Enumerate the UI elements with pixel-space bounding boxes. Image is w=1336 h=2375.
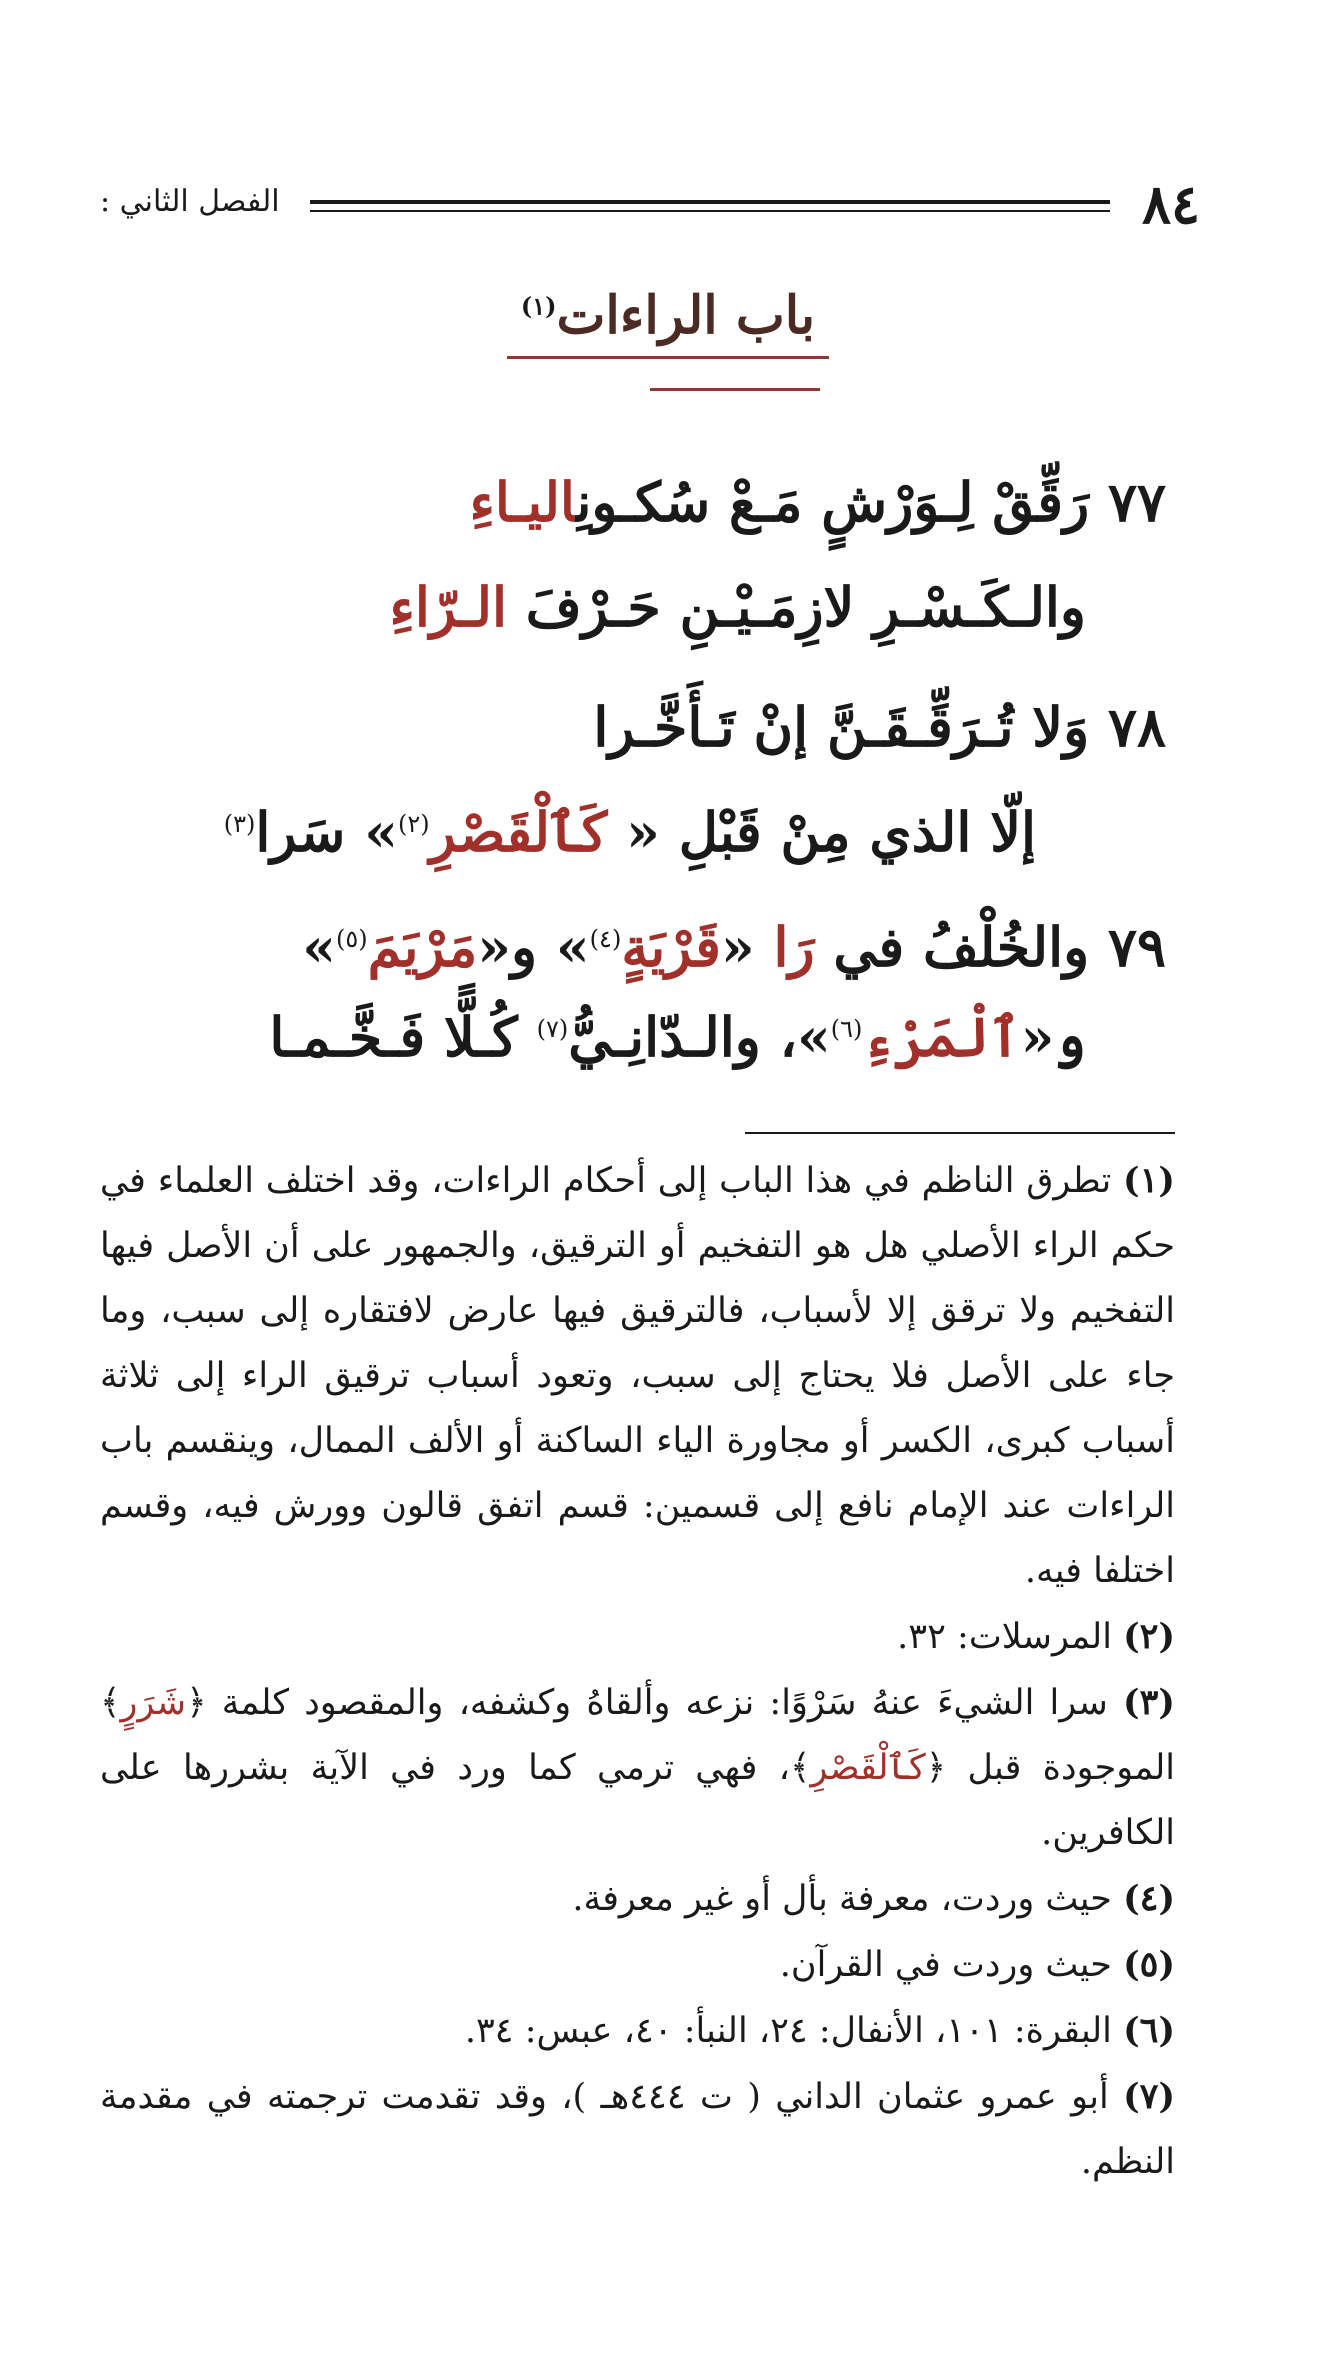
- verse-77-first: [470, 470, 1167, 534]
- verse-number: ٧٨: [1107, 695, 1166, 759]
- footnote-number: (١): [1123, 1160, 1175, 1201]
- verse-highlight: رَا: [773, 915, 815, 979]
- verse-78-second: [224, 800, 1036, 864]
- verse-highlight: قَرْيَةٍ: [621, 915, 721, 979]
- note-ref: (٢): [397, 810, 430, 838]
- footnote-5: [100, 1932, 1175, 1998]
- verse-text: «: [720, 915, 755, 979]
- note-ref: (٣): [223, 810, 256, 838]
- verse-text: والـكَـسْـرِ لازِمَـيْـنِ حَـرْفَ: [525, 575, 1086, 639]
- footnote-text: حيث وردت، معرفة بأل أو غير معرفة.: [572, 1879, 1112, 1919]
- verse-text: كُـلًّا فَـخَّـمـا: [269, 1005, 518, 1069]
- verse-highlight: اليـاءِ: [469, 470, 577, 534]
- verse-text: »: [302, 915, 336, 979]
- footnote-text: سرا الشيءَ عنهُ سَرْوًا: نزعه وألقاهُ وكشفه، والمقصود كلمة ﴿: [186, 1683, 1108, 1723]
- footnote-quote: كَٱلْقَصْرِ: [810, 1748, 926, 1788]
- verse-highlight: ٱلْمَرْءِ: [862, 1005, 1021, 1069]
- footnote-rule: [745, 1132, 1175, 1134]
- section-title-text: باب الراءات: [556, 285, 816, 346]
- page-number: ٨٤: [1141, 172, 1200, 236]
- footnotes: [100, 1148, 1175, 2195]
- verse-text: والخُلْفُ في: [833, 915, 1090, 979]
- verse-79-second: [269, 1005, 1086, 1069]
- verse-number: ٧٧: [1107, 470, 1166, 534]
- footnote-quote: شَرَرٍ: [120, 1683, 187, 1723]
- verse-number: ٧٩: [1107, 915, 1166, 979]
- footnote-text: البقرة: ١٠١، الأنفال: ٢٤، النبأ: ٤٠، عبس: ٣٤.: [464, 2011, 1112, 2051]
- footnote-1: [100, 1148, 1175, 1604]
- footnote-7: [100, 2064, 1175, 2195]
- footnote-text: تطرق الناظم في هذا الباب إلى أحكام الراءات، وقد اختلف العلماء في حكم الراء الأصلي هل هو التفخيم أو الترقيق، والجمهور على أن الأصل فيها التفخيم ولا ترقق إلا لأسباب، فالترقيق فيها عارض لافتقاره إلى سبب، وما جاء على الأصل فلا يحتاج إلى سبب، وتعود أسباب ترقيق الراء إلى ثلاثة أسباب كبرى، الكسر أو مجاورة الياء الساكنة أو الألف الممال، وينقسم باب الراءات عند الإمام نافع إلى قسمين: قسم اتفق قالون وورش فيه، وقسم اختلفا فيه.: [100, 1161, 1175, 1591]
- note-ref: (٤): [589, 925, 622, 953]
- footnote-number: (٤): [1123, 1878, 1175, 1919]
- footnote-text: حيث وردت في القرآن.: [779, 1945, 1112, 1985]
- footnote-number: (٣): [1123, 1682, 1175, 1723]
- verse-78-first: [593, 695, 1166, 759]
- verse-text: » سَرا: [255, 800, 398, 864]
- section-title-wrap: [0, 285, 1336, 359]
- verse-text: إلّا الذي مِنْ قَبْلِ «: [626, 800, 1036, 864]
- page-header: [100, 172, 1200, 238]
- footnote-text: ﴾، فهي ترمي كما ورد في الآية بشررها على الكافرين.: [100, 1748, 1175, 1853]
- footnote-text: أبو عمرو عثمان الداني ( ت ٤٤٤هـ )، وقد تقدمت ترجمته في مقدمة النظم.: [100, 2077, 1175, 2182]
- title-underline: [650, 388, 820, 391]
- title-note-ref: (١): [520, 291, 557, 321]
- verse-highlight: كَٱلْقَصْرِ: [429, 800, 608, 864]
- verse-text: » و«: [477, 915, 590, 979]
- verse-highlight: الـرّاءِ: [389, 575, 507, 639]
- verse-79-first: [302, 915, 1166, 979]
- verse-text: وَلا تُـرَقِّـقَـنَّ إنْ تَـأَخَّـرا: [593, 695, 1090, 759]
- footnote-3: [100, 1670, 1175, 1866]
- verse-highlight: مَرْيَمَ: [367, 915, 478, 979]
- note-ref: (٦): [830, 1015, 863, 1043]
- verse-text: »، والـدّانِـيُّ: [568, 1005, 831, 1069]
- footnote-4: [100, 1866, 1175, 1932]
- footnote-text: المرسلات: ٣٢.: [897, 1617, 1112, 1657]
- footnote-number: (٦): [1123, 2010, 1175, 2051]
- section-title: [507, 285, 829, 359]
- note-ref: (٥): [335, 925, 368, 953]
- footnote-2: [100, 1604, 1175, 1670]
- footnote-6: [100, 1998, 1175, 2064]
- footnote-number: (٧): [1123, 2076, 1175, 2117]
- verse-text: رَقِّقْ لِـوَرْشٍ مَـعْ سُكـونِ: [576, 470, 1090, 534]
- verse-text: و«: [1020, 1005, 1086, 1069]
- chapter-title: الفصل الثاني :: [100, 184, 280, 219]
- verse-77-second: [390, 575, 1086, 639]
- footnote-number: (٢): [1123, 1616, 1175, 1657]
- footnote-number: (٥): [1123, 1944, 1175, 1985]
- footnote-text: ﴾ الموجودة قبل ﴿: [100, 1683, 1175, 1788]
- header-rule: [310, 200, 1110, 212]
- note-ref: (٧): [536, 1015, 569, 1043]
